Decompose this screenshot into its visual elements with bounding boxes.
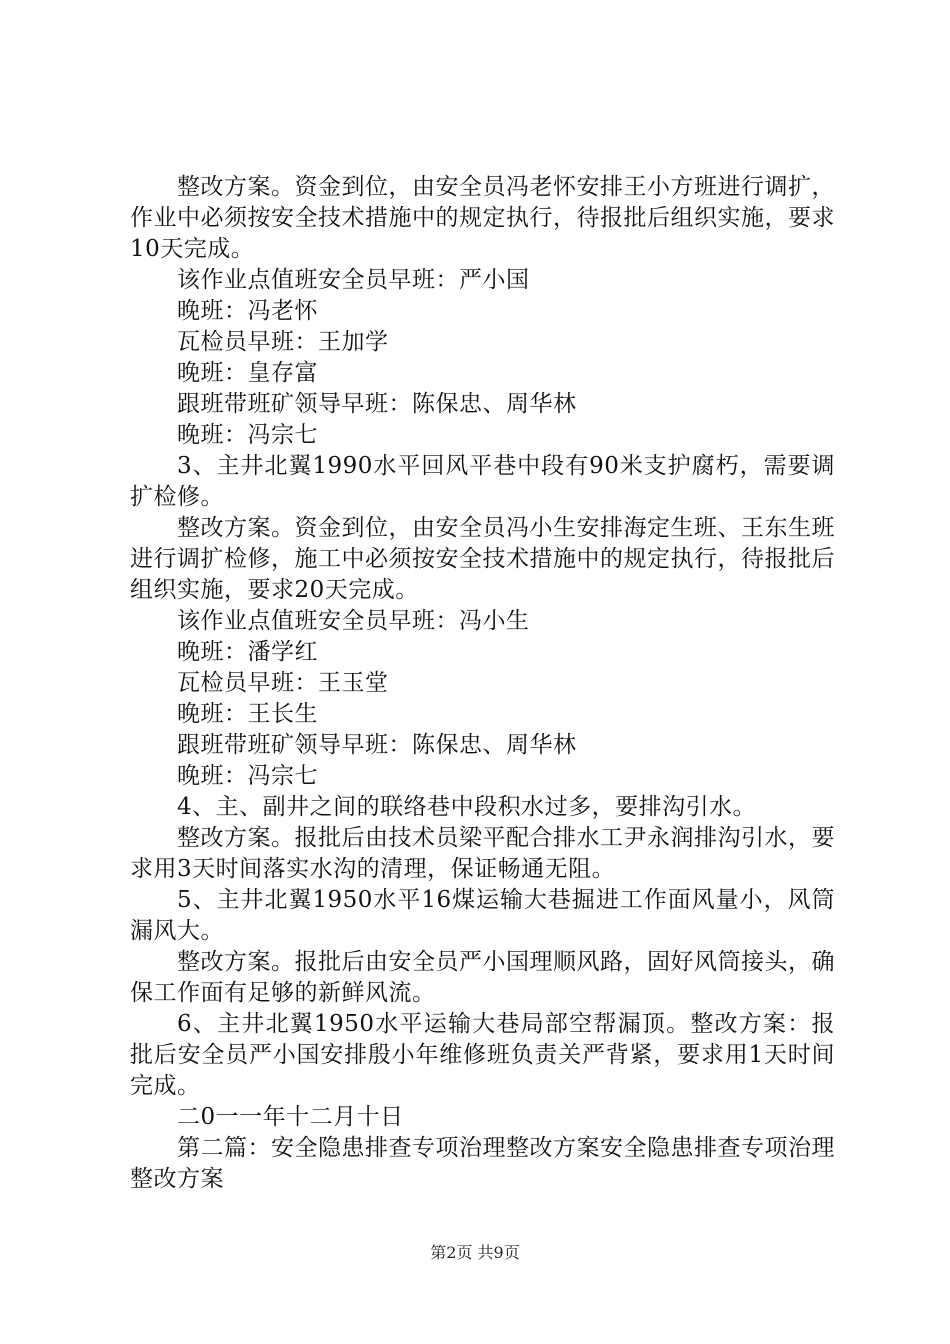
paragraph: 晚班：潘学红	[177, 639, 318, 665]
paragraph: 该作业点值班安全员早班：冯小生	[177, 608, 530, 634]
date-line: 二0一一年十二月十日	[177, 1104, 404, 1130]
paragraph: 瓦检员早班：王加学	[177, 329, 389, 355]
paragraph: 6、主井北翼1950水平运输大巷局部空帮漏顶。整改方案：报批后安全员严小国安排殷小年维修班负责关严背紧，要求用1天时间完成。	[130, 1011, 835, 1099]
paragraph: 晚班：冯宗七	[177, 763, 318, 789]
paragraph: 整改方案。报批后由安全员严小国理顺风路，固好风筒接头，确保工作面有足够的新鲜风流。	[130, 949, 835, 1006]
paragraph: 晚班：皇存富	[177, 360, 318, 386]
paragraph: 整改方案。报批后由技术员梁平配合排水工尹永润排沟引水，要求用3天时间落实水沟的清理，保证畅通无阻。	[130, 825, 835, 882]
paragraph: 5、主井北翼1950水平16煤运输大巷掘进工作面风量小，风筒漏风大。	[130, 887, 835, 944]
paragraph: 跟班带班矿领导早班：陈保忠、周华林	[177, 391, 577, 417]
paragraph: 晚班：王长生	[177, 701, 318, 727]
section-title: 第二篇：安全隐患排查专项治理整改方案安全隐患排查专项治理整改方案	[130, 1135, 835, 1192]
paragraph: 晚班：冯老怀	[177, 298, 318, 324]
paragraph: 整改方案。资金到位，由安全员冯老怀安排王小方班进行调扩，作业中必须按安全技术措施中的规定执行，待报批后组织实施，要求10天完成。	[130, 174, 835, 262]
paragraph: 该作业点值班安全员早班：严小国	[177, 267, 530, 293]
document-body	[130, 172, 835, 1195]
paragraph: 4、主、副井之间的联络巷中段积水过多，要排沟引水。	[177, 794, 757, 820]
paragraph: 跟班带班矿领导早班：陈保忠、周华林	[177, 732, 577, 758]
paragraph: 瓦检员早班：王玉堂	[177, 670, 389, 696]
paragraph: 整改方案。资金到位，由安全员冯小生安排海定生班、王东生班进行调扩检修，施工中必须按安全技术措施中的规定执行，待报批后组织实施，要求20天完成。	[130, 515, 835, 603]
paragraph: 晚班：冯宗七	[177, 422, 318, 448]
paragraph: 3、主井北翼1990水平回风平巷中段有90米支护腐朽，需要调扩检修。	[130, 453, 835, 510]
page-footer: 第2页 共9页	[430, 1243, 520, 1262]
